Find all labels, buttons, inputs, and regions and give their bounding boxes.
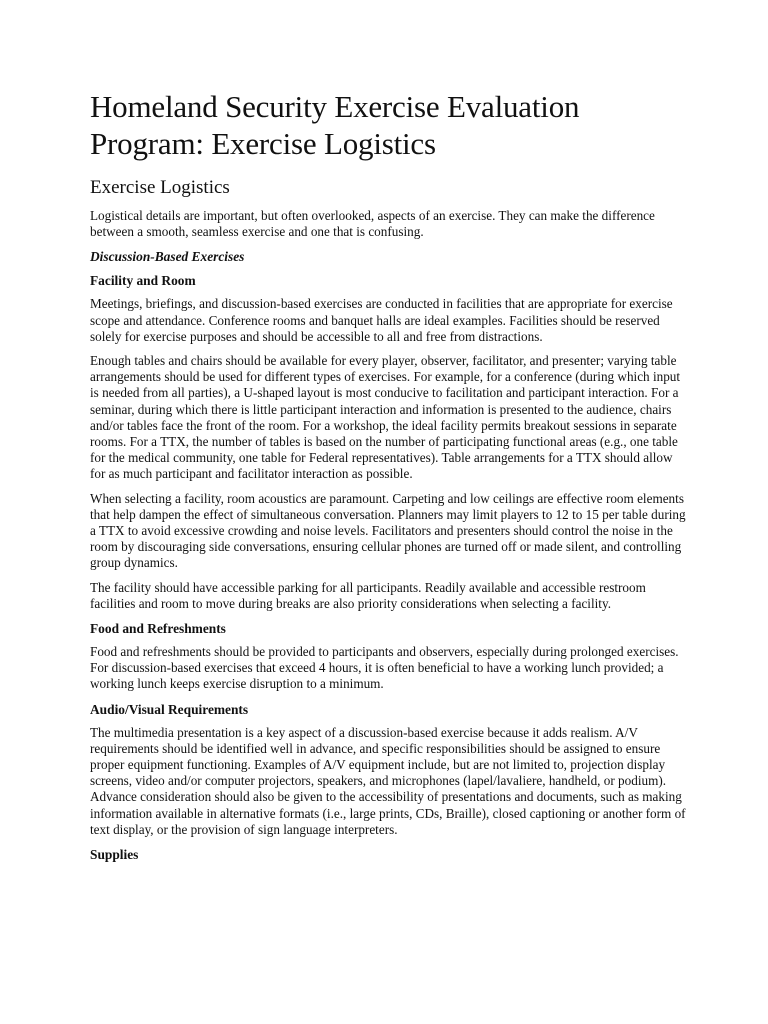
food-heading: Food and Refreshments [90, 621, 226, 637]
av-paragraph: The multimedia presentation is a key aspect of a discussion-based exercise because it adds realism. A/V requirements should be identified well in advance, and specific responsibilities should be assigned to ensure proper equipment functioning. Examples of A/V equipment include, but are not limited to, projection display screens, video and/or computer projectors, speakers, and microphones (lapel/lavaliere, handheld, or podium). Advance consideration should also be given to the accessibility of presentations and documents, such as making information available in alternative formats (i.e., large prints, CDs, Braille), closed captioning or another form of text display, or the provision of sign language interpreters. [90, 724, 686, 837]
document-title: Homeland Security Exercise Evaluation Program: Exercise Logistics [90, 89, 580, 161]
facility-paragraph: When selecting a facility, room acoustics are paramount. Carpeting and low ceilings are effective room elements that help dampen the effect of simultaneous conversation. Planners may limit players to 12 to 15 per table during a TTX to avoid excessive crowding and noise levels. Facilitators and presenters should control the noise in the room by discouraging side conversations, ensuring cellular phones are turned off or made silent, and controlling group dynamics. [90, 490, 686, 571]
av-heading: Audio/Visual Requirements [90, 701, 249, 717]
facility-paragraph: Enough tables and chairs should be available for every player, observer, facilitator, and presenter; varying table arrangements should be used for different types of exercises. For example, for a conference (during which input is needed from all parties), a U-shaped layout is most conducive to facilitation and participant interaction. For a seminar, during which there is little participant interaction and information is presented to the audience, chairs and/or tables face the front of the room. For a workshop, the ideal facility permits breakout sessions in separate rooms. For a TTX, the number of tables is based on the number of participating functional areas (e.g., one table for the medical community, one table for Federal representatives). Table arrangements for a TTX should allow for as much participant and facilitator interaction as possible. [90, 353, 681, 482]
facility-paragraph: Meetings, briefings, and discussion-based exercises are conducted in facilities that are appropriate for exercise scope and attendance. Conference rooms and banquet halls are ideal examples. Facilities should be reserved solely for exercise purposes and should be accessible to all and free from distractions. [90, 296, 673, 344]
food-paragraph: Food and refreshments should be provided to participants and observers, especially during prolonged exercises. For discussion-based exercises that exceed 4 hours, it is often beneficial to have a working lunch provided; a working lunch keeps exercise disruption to a minimum. [90, 644, 679, 692]
discussion-based-heading: Discussion-Based Exercises [90, 249, 245, 265]
supplies-heading: Supplies [90, 847, 139, 863]
facility-paragraph: The facility should have accessible parking for all participants. Readily available and accessible restroom facilities and room to move during breaks are also priority considerations when selecting a facility. [90, 579, 646, 611]
section-heading: Exercise Logistics [90, 177, 230, 198]
intro-paragraph: Logistical details are important, but often overlooked, aspects of an exercise. They can make the difference between a smooth, seamless exercise and one that is confusing. [90, 208, 655, 240]
facility-heading: Facility and Room [90, 273, 196, 289]
